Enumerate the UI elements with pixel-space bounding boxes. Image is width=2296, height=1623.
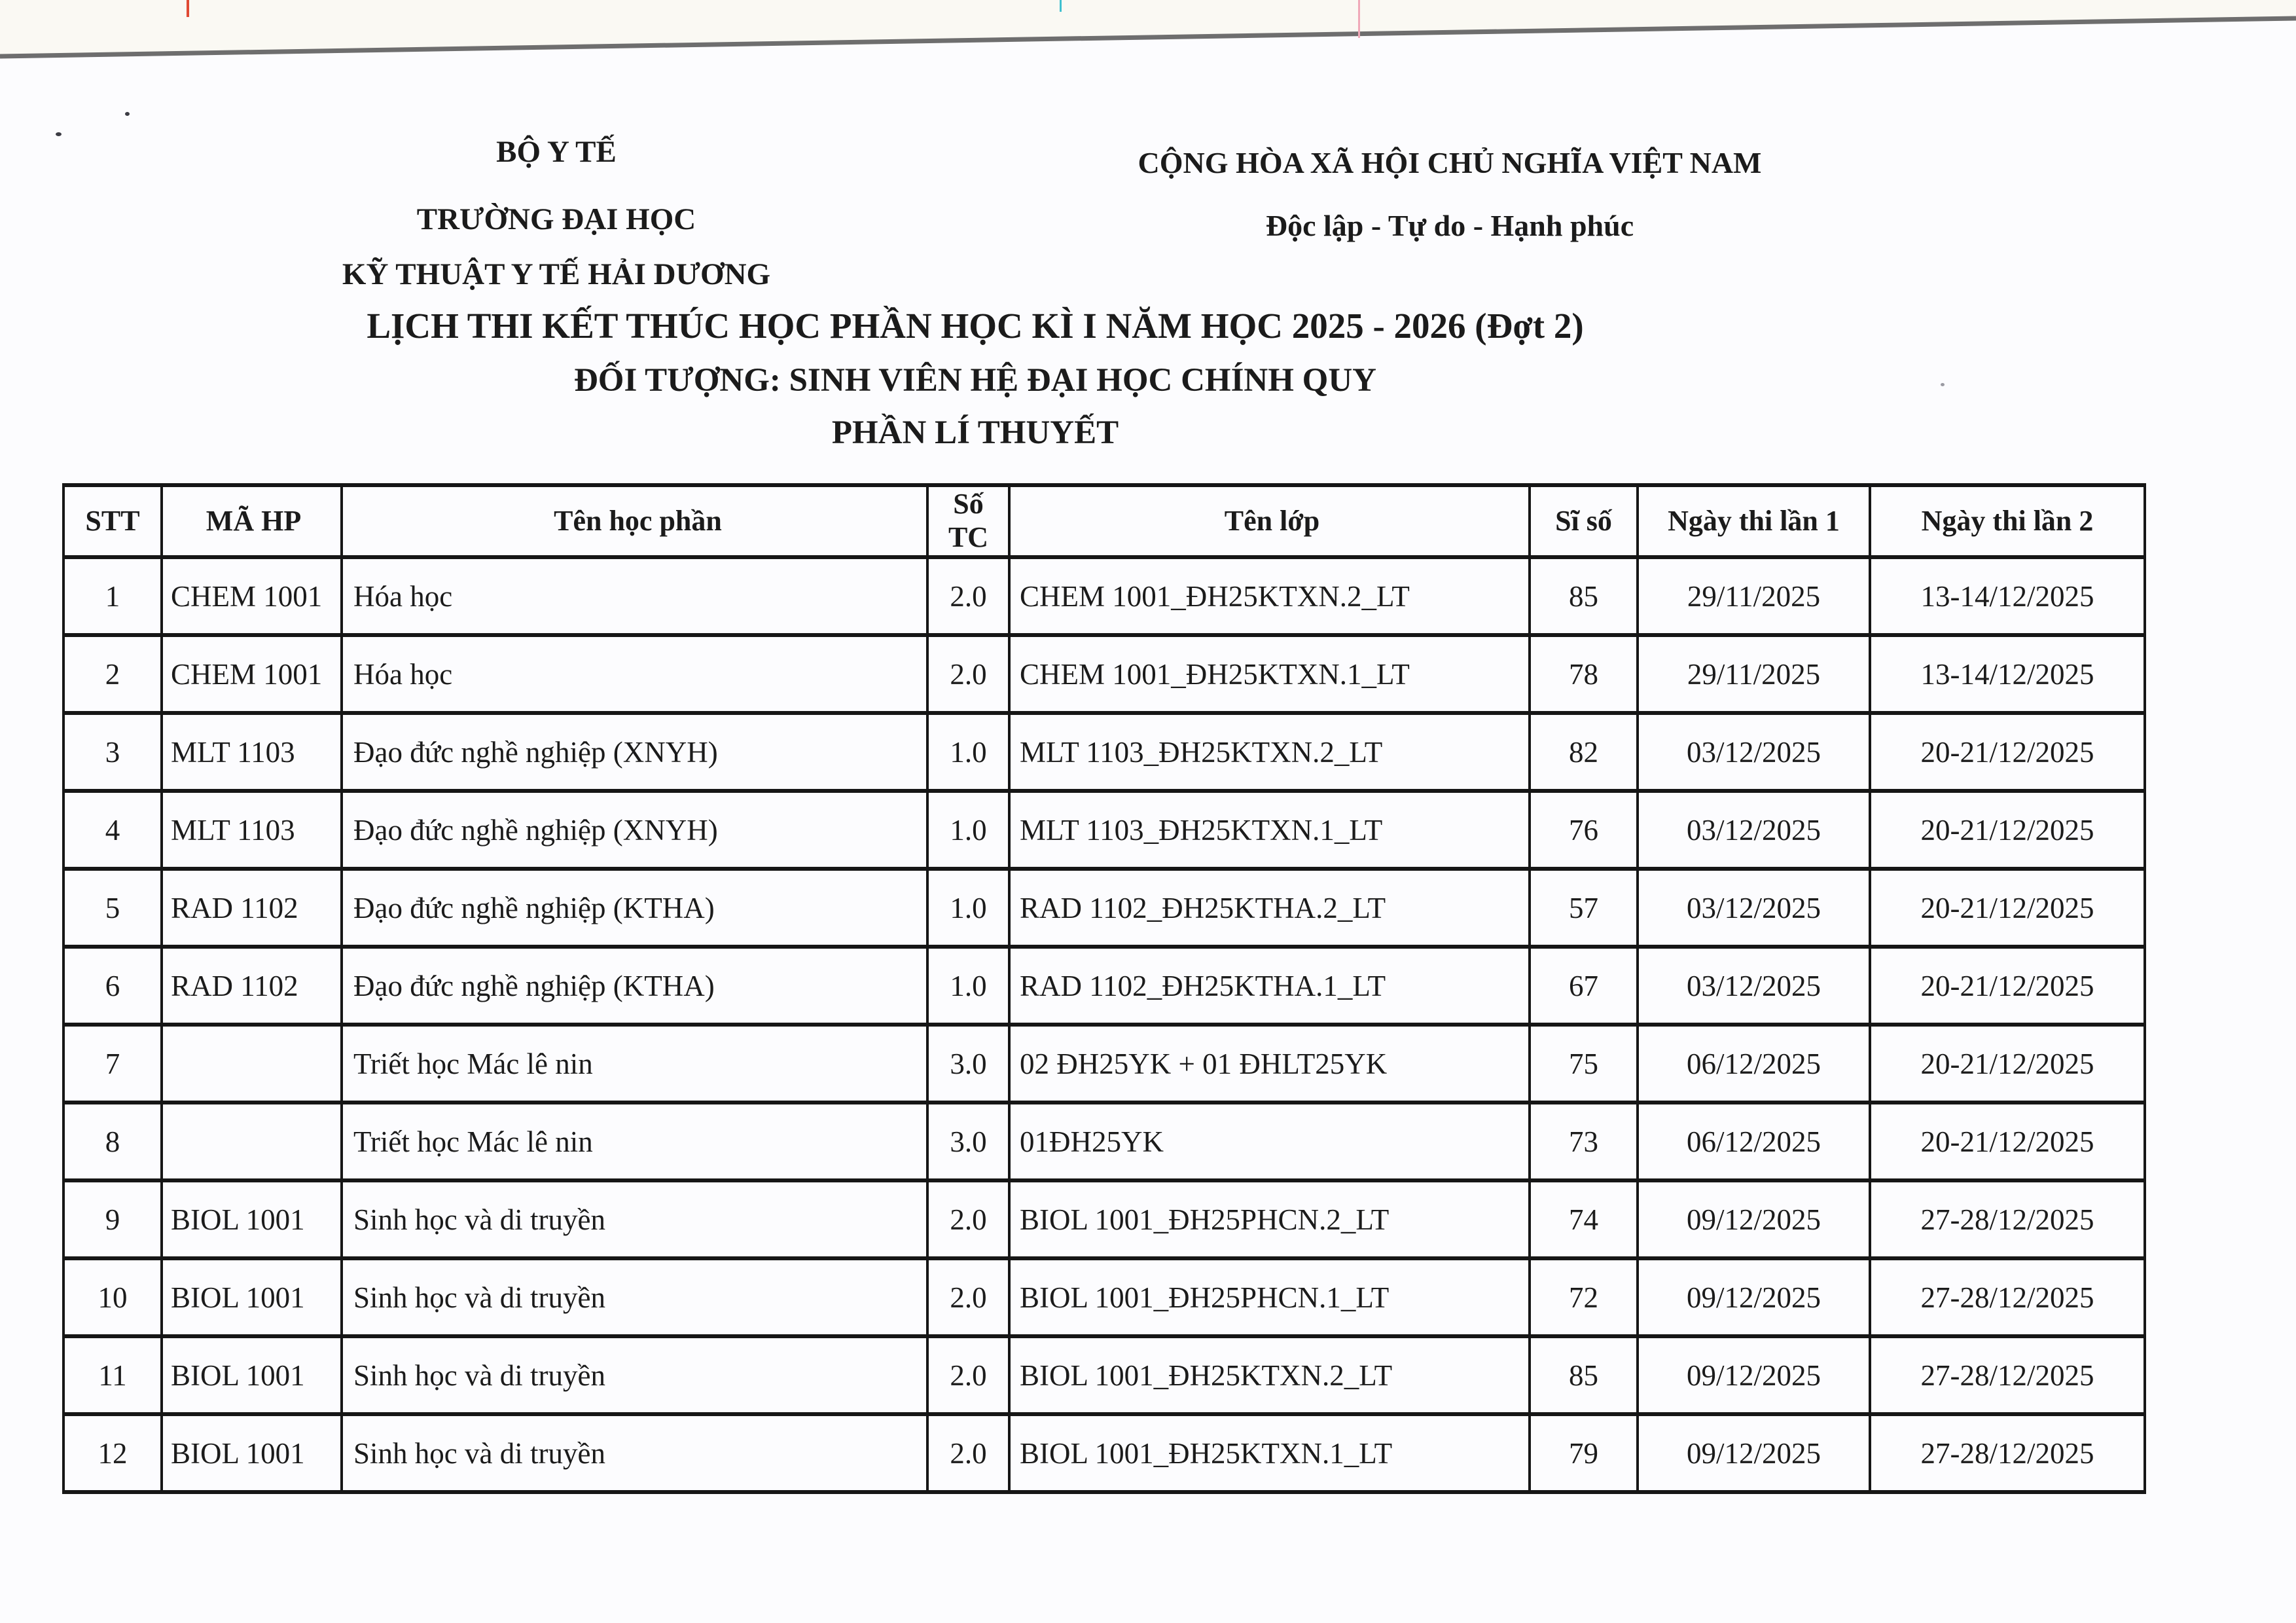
table-cell: 1.0 — [927, 869, 1009, 947]
table-row — [63, 1025, 2145, 1103]
table-cell: 9 — [63, 1180, 162, 1258]
table-row — [63, 713, 2145, 791]
table-cell: 06/12/2025 — [1638, 1103, 1870, 1180]
col-header-so-tc: Số TC — [927, 485, 1009, 557]
table-cell: 72 — [1530, 1258, 1638, 1336]
table-cell: 20-21/12/2025 — [1870, 791, 2145, 869]
table-cell: RAD 1102_ĐH25KTHA.2_LT — [1009, 869, 1530, 947]
table-cell: 20-21/12/2025 — [1870, 1103, 2145, 1180]
table-row — [63, 635, 2145, 713]
table-cell: 1.0 — [927, 791, 1009, 869]
table-cell: 4 — [63, 791, 162, 869]
table-cell: CHEM 1001_ĐH25KTXN.2_LT — [1009, 557, 1530, 635]
table-cell: 7 — [63, 1025, 162, 1103]
exam-schedule-table — [62, 483, 2146, 1494]
table-cell: BIOL 1001_ĐH25PHCN.1_LT — [1009, 1258, 1530, 1336]
table-cell: 03/12/2025 — [1638, 947, 1870, 1025]
table-row — [63, 1180, 2145, 1258]
table-cell: 2.0 — [927, 1414, 1009, 1492]
col-header-ten-hoc-phan: Tên học phần — [342, 485, 927, 557]
table-cell: Hóa học — [342, 635, 927, 713]
table-cell: MLT 1103 — [162, 791, 342, 869]
header-national-motto: Độc lập - Tự do - Hạnh phúc — [1265, 209, 1634, 242]
table-cell: 27-28/12/2025 — [1870, 1414, 2145, 1492]
table-cell: RAD 1102_ĐH25KTHA.1_LT — [1009, 947, 1530, 1025]
table-cell: 2.0 — [927, 1258, 1009, 1336]
table-cell: 01ĐH25YK — [1009, 1103, 1530, 1180]
header-ministry: BỘ Y TẾ — [496, 135, 617, 169]
table-cell: Hóa học — [342, 557, 927, 635]
col-header-ngay-thi-2: Ngày thi lần 2 — [1870, 485, 2145, 557]
table-cell: RAD 1102 — [162, 947, 342, 1025]
scan-mark-red — [187, 0, 189, 17]
exam-table-body — [63, 557, 2145, 1492]
header-row — [63, 485, 2145, 557]
table-cell: 1.0 — [927, 947, 1009, 1025]
table-cell: BIOL 1001 — [162, 1336, 342, 1414]
scan-edge-line — [0, 0, 2296, 85]
table-row — [63, 1414, 2145, 1492]
table-cell: 2.0 — [927, 1180, 1009, 1258]
document-subtitle-part: PHẦN LÍ THUYẾT — [831, 414, 1119, 451]
table-cell: RAD 1102 — [162, 869, 342, 947]
table-cell: 09/12/2025 — [1638, 1258, 1870, 1336]
table-cell: 73 — [1530, 1103, 1638, 1180]
col-header-ten-lop: Tên lớp — [1009, 485, 1530, 557]
table-cell: 09/12/2025 — [1638, 1414, 1870, 1492]
table-cell: 13-14/12/2025 — [1870, 635, 2145, 713]
table-cell — [162, 1025, 342, 1103]
table-cell: CHEM 1001 — [162, 557, 342, 635]
exam-table-header — [63, 485, 2145, 557]
col-header-ma-hp: MÃ HP — [162, 485, 342, 557]
table-cell: Sinh học và di truyền — [342, 1258, 927, 1336]
table-cell: 10 — [63, 1258, 162, 1336]
table-cell: 3 — [63, 713, 162, 791]
scan-speck — [125, 112, 130, 116]
table-cell: MLT 1103_ĐH25KTXN.2_LT — [1009, 713, 1530, 791]
table-cell: 1 — [63, 557, 162, 635]
table-cell: 12 — [63, 1414, 162, 1492]
table-cell: 1.0 — [927, 713, 1009, 791]
table-cell: MLT 1103 — [162, 713, 342, 791]
table-cell: 67 — [1530, 947, 1638, 1025]
table-cell: 76 — [1530, 791, 1638, 869]
table-cell: 2.0 — [927, 635, 1009, 713]
table-row — [63, 1258, 2145, 1336]
table-cell: Sinh học và di truyền — [342, 1180, 927, 1258]
table-cell: 27-28/12/2025 — [1870, 1180, 2145, 1258]
table-cell: 09/12/2025 — [1638, 1336, 1870, 1414]
table-cell: MLT 1103_ĐH25KTXN.1_LT — [1009, 791, 1530, 869]
table-cell: CHEM 1001_ĐH25KTXN.1_LT — [1009, 635, 1530, 713]
table-row — [63, 1103, 2145, 1180]
table-row — [63, 1336, 2145, 1414]
table-cell: 03/12/2025 — [1638, 713, 1870, 791]
table-cell: 11 — [63, 1336, 162, 1414]
table-cell: 79 — [1530, 1414, 1638, 1492]
table-cell: Triết học Mác lê nin — [342, 1103, 927, 1180]
col-header-si-so: Sĩ số — [1530, 485, 1638, 557]
table-cell: 85 — [1530, 1336, 1638, 1414]
table-cell: Đạo đức nghề nghiệp (XNYH) — [342, 713, 927, 791]
table-row — [63, 869, 2145, 947]
table-cell: 2.0 — [927, 557, 1009, 635]
table-cell: 3.0 — [927, 1025, 1009, 1103]
table-cell: CHEM 1001 — [162, 635, 342, 713]
table-cell: 02 ĐH25YK + 01 ĐHLT25YK — [1009, 1025, 1530, 1103]
table-cell: 2 — [63, 635, 162, 713]
table-cell: 20-21/12/2025 — [1870, 1025, 2145, 1103]
table-cell: 3.0 — [927, 1103, 1009, 1180]
table-cell: Sinh học và di truyền — [342, 1336, 927, 1414]
table-cell: 20-21/12/2025 — [1870, 947, 2145, 1025]
table-cell: Đạo đức nghề nghiệp (XNYH) — [342, 791, 927, 869]
document-subtitle-audience: ĐỐI TƯỢNG: SINH VIÊN HỆ ĐẠI HỌC CHÍNH QUY — [573, 362, 1377, 399]
table-cell — [162, 1103, 342, 1180]
table-cell: 03/12/2025 — [1638, 791, 1870, 869]
header-university-line2: KỸ THUẬT Y TẾ HẢI DƯƠNG — [342, 257, 771, 291]
table-cell: 03/12/2025 — [1638, 869, 1870, 947]
table-cell: 29/11/2025 — [1638, 557, 1870, 635]
table-cell: 5 — [63, 869, 162, 947]
table-cell: 74 — [1530, 1180, 1638, 1258]
table-cell: 20-21/12/2025 — [1870, 713, 2145, 791]
col-header-stt: STT — [63, 485, 162, 557]
table-cell: 27-28/12/2025 — [1870, 1258, 2145, 1336]
table-cell: 20-21/12/2025 — [1870, 869, 2145, 947]
scan-mark-pink — [1358, 0, 1360, 38]
header-university-line1: TRƯỜNG ĐẠI HỌC — [416, 202, 696, 236]
table-cell: Sinh học và di truyền — [342, 1414, 927, 1492]
table-cell: Đạo đức nghề nghiệp (KTHA) — [342, 947, 927, 1025]
table-cell: BIOL 1001 — [162, 1180, 342, 1258]
table-cell: 78 — [1530, 635, 1638, 713]
table-cell: 82 — [1530, 713, 1638, 791]
scan-speck — [1941, 383, 1945, 386]
table-cell: 09/12/2025 — [1638, 1180, 1870, 1258]
table-cell: BIOL 1001_ĐH25KTXN.1_LT — [1009, 1414, 1530, 1492]
table-cell: 2.0 — [927, 1336, 1009, 1414]
table-cell: 13-14/12/2025 — [1870, 557, 2145, 635]
table-cell: 85 — [1530, 557, 1638, 635]
table-cell: 6 — [63, 947, 162, 1025]
table-cell: 57 — [1530, 869, 1638, 947]
table-cell: 06/12/2025 — [1638, 1025, 1870, 1103]
table-cell: BIOL 1001_ĐH25PHCN.2_LT — [1009, 1180, 1530, 1258]
table-cell: Đạo đức nghề nghiệp (KTHA) — [342, 869, 927, 947]
table-cell: 27-28/12/2025 — [1870, 1336, 2145, 1414]
col-header-ngay-thi-1: Ngày thi lần 1 — [1638, 485, 1870, 557]
table-cell: BIOL 1001 — [162, 1414, 342, 1492]
table-cell: 75 — [1530, 1025, 1638, 1103]
table-cell: BIOL 1001_ĐH25KTXN.2_LT — [1009, 1336, 1530, 1414]
table-row — [63, 947, 2145, 1025]
table-row — [63, 557, 2145, 635]
scan-mark-cyan — [1060, 0, 1062, 12]
table-cell: 29/11/2025 — [1638, 635, 1870, 713]
header-national-title: CỘNG HÒA XÃ HỘI CHỦ NGHĨA VIỆT NAM — [1138, 146, 1762, 179]
table-row — [63, 791, 2145, 869]
table-cell: Triết học Mác lê nin — [342, 1025, 927, 1103]
scan-speck — [56, 132, 62, 136]
table-cell: 8 — [63, 1103, 162, 1180]
document-title: LỊCH THI KẾT THÚC HỌC PHẦN HỌC KÌ I NĂM HỌC 2025 - 2026 (Đợt 2) — [367, 306, 1584, 346]
table-cell: BIOL 1001 — [162, 1258, 342, 1336]
